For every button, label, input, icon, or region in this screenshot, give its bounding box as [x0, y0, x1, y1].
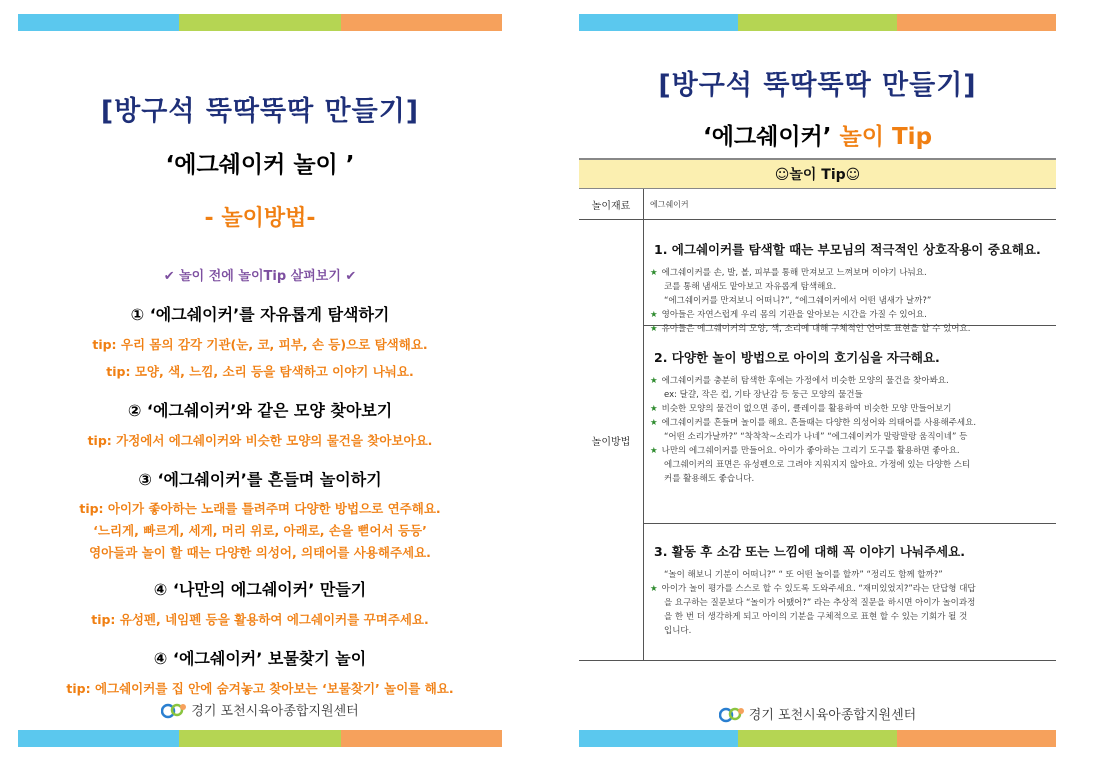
- tip-block-heading: 2. 다양한 놀이 방법으로 아이의 호기심을 자극해요.: [654, 350, 940, 365]
- star-icon: ★: [650, 446, 658, 456]
- material-label: 놀이재료: [579, 189, 644, 220]
- section-1: [18, 302, 502, 380]
- tip-line-text: 비슷한 모양의 물건이 없으면 종이, 클레이를 활용하여 비슷한 모양 만들어보기: [661, 404, 952, 414]
- tip-line: [650, 402, 1050, 416]
- table-header: ☺놀이 Tip☺: [579, 159, 1056, 189]
- tip-line-text: “에그쉐이커를 만져보니 어떠니?”, “에그쉐이커에서 어떤 냄새가 날까?”: [664, 296, 932, 306]
- center-logo-icon: [719, 705, 745, 723]
- tip-line: tip: 가정에서 에그쉐이커와 비슷한 모양의 물건을 찾아보아요.: [87, 433, 433, 448]
- tip-block-3: [644, 524, 1056, 660]
- tip-line-text: 을 한 번 더 생각하게 되고 아이의 기분을 구체적으로 표현 할 수 있는 기회가 될 것: [664, 612, 968, 622]
- tip-line: [650, 582, 1050, 596]
- section-heading: ① ‘에그쉐이커’를 자유롭게 탐색하기: [130, 305, 390, 324]
- tip-line: [650, 430, 1050, 444]
- section-2: [18, 398, 502, 449]
- page-subtitle: ‘에그쉐이커 놀이 ’: [165, 152, 355, 178]
- tip-line: [650, 374, 1050, 388]
- tip-line: [650, 294, 1050, 308]
- tip-line: [650, 388, 1050, 402]
- material-value: 에그쉐이커: [644, 189, 1057, 220]
- section-heading: ② ‘에그쉐이커’와 같은 모양 찾아보기: [127, 401, 393, 420]
- subtitle-accent: 놀이 Tip: [839, 124, 933, 150]
- tip-line-text: 에그쉐이커를 흔들며 놀이를 해요. 흔들때는 다양한 의성어와 의태어를 사용해주세요.: [661, 418, 977, 428]
- star-icon: ★: [650, 324, 658, 334]
- page-title: [방구석 뚝딱뚝딱 만들기]: [100, 96, 420, 127]
- tip-line: [650, 610, 1050, 624]
- tip-line-text: 에그쉐이커를 충분히 탐색한 후에는 가정에서 비슷한 모양의 물건을 찾아봐요.: [661, 376, 949, 386]
- section-5: [18, 646, 502, 697]
- tip-block-1: [644, 220, 1056, 334]
- tip-line: tip: 유성펜, 네임펜 등을 활용하여 에그쉐이커를 꾸며주세요.: [91, 612, 429, 627]
- bottom-color-stripe: [579, 730, 1056, 747]
- method-row: [579, 220, 1056, 661]
- center-logo: [579, 704, 1056, 723]
- star-icon: ★: [650, 310, 658, 320]
- tip-line-text: 아이가 놀이 평가를 스스로 할 수 있도록 도와주세요. “재미있었지?”라는 단답형 대답: [661, 584, 976, 594]
- tip-line-text: 커를 활용해도 좋습니다.: [664, 474, 755, 484]
- section-heading: ③ ‘에그쉐이커’를 흔들며 놀이하기: [138, 470, 382, 489]
- tip-line-text: 유아들은 에그쉐이커의 모양, 색, 소리에 대해 구체적인 언어로 표현을 할 수 있어요.: [661, 324, 971, 334]
- star-icon: ★: [650, 268, 658, 278]
- top-color-stripe: [18, 14, 502, 31]
- tip-line: [650, 266, 1050, 280]
- tip-line-text: ex: 달걀, 작은 컵, 기타 장난감 등 둥근 모양의 물건들: [664, 390, 863, 400]
- tip-line: tip: 에그쉐이커를 집 안에 숨겨놓고 찾아보는 ‘보물찾기’ 놀이를 해요.: [66, 681, 454, 696]
- center-logo-icon: [161, 701, 187, 719]
- tip-block-heading: 3. 활동 후 소감 또는 느낌에 대해 꼭 이야기 나눠주세요.: [654, 544, 965, 559]
- tip-line-text: 입니다.: [664, 626, 692, 636]
- check-tip-line: ✔ 놀이 전에 놀이Tip 살펴보기 ✔: [163, 269, 357, 284]
- tip-line: [650, 280, 1050, 294]
- tip-line-text: 에그쉐이커의 표면은 유성펜으로 그려야 지워지지 않아요. 가정에 있는 다양한 스티: [664, 460, 971, 470]
- method-label: 놀이방법: [579, 220, 644, 661]
- left-page: [18, 14, 502, 747]
- tip-line: [650, 458, 1050, 472]
- tip-line-text: 을 요구하는 질문보다 “놀이가 어땠어?” 라는 추상적 질문을 하시면 아이가 놀이과정: [664, 598, 976, 608]
- top-color-stripe: [579, 14, 1056, 31]
- tip-line: 영아들과 놀이 할 때는 다양한 의성어, 의태어를 사용해주세요.: [89, 545, 431, 560]
- method-heading: - 놀이방법-: [204, 206, 316, 231]
- center-logo: [18, 700, 502, 719]
- right-page: [579, 14, 1056, 747]
- center-name: 경기 포천시육아종합지원센터: [191, 704, 359, 719]
- tip-line: [650, 308, 1050, 322]
- tip-block-heading: 1. 에그쉐이커를 탐색할 때는 부모님의 적극적인 상호작용이 중요해요.: [654, 242, 1041, 257]
- tip-line: [650, 416, 1050, 430]
- subtitle-main: ‘에그쉐이커’: [702, 124, 832, 150]
- tip-line-text: 영아들은 자연스럽게 우리 몸의 기관을 알아보는 시간을 가질 수 있어요.: [661, 310, 927, 320]
- center-name: 경기 포천시육아종합지원센터: [748, 708, 917, 723]
- tip-line: tip: 모양, 색, 느낌, 소리 등을 탐색하고 이야기 나눠요.: [106, 364, 414, 379]
- star-icon: ★: [650, 418, 658, 428]
- section-3: [18, 467, 502, 561]
- star-icon: ★: [650, 584, 658, 594]
- page-title: [방구석 뚝딱뚝딱 만들기]: [658, 70, 977, 101]
- table-header-row: [579, 159, 1056, 189]
- method-content: [644, 220, 1057, 661]
- section-heading: ④ ‘나만의 에그쉐이커’ 만들기: [153, 580, 367, 599]
- material-row: [579, 189, 1056, 220]
- tip-line: [650, 444, 1050, 458]
- section-heading: ④ ‘에그쉐이커’ 보물찾기 놀이: [153, 649, 367, 668]
- tip-line-text: 에그쉐이커를 손, 발, 볼, 피부를 통해 만져보고 느껴보며 이야기 나눠요.: [661, 268, 927, 278]
- tip-line: tip: 아이가 좋아하는 노래를 틀려주며 다양한 방법으로 연주해요.: [79, 501, 441, 516]
- tip-line: [650, 472, 1050, 486]
- star-icon: ★: [650, 404, 658, 414]
- tip-table: [579, 158, 1056, 661]
- tip-line: [650, 596, 1050, 610]
- bottom-color-stripe: [18, 730, 502, 747]
- page-subtitle: [579, 118, 1056, 151]
- tip-line-text: “어떤 소리가날까?” “착착착~소리가 나네” “에그쉐이커가 말랑말랑 움직이네” 등: [664, 432, 968, 442]
- tip-line: [650, 624, 1050, 638]
- tip-line-text: “놀이 해보니 기분이 어떠니?” “ 또 어떤 놀이를 할까” “정리도 함께 할까?”: [664, 570, 943, 580]
- tip-line-text: 나만의 에그쉐이커를 만들어요. 아이가 좋아하는 그리기 도구를 활용하면 좋아요.: [661, 446, 960, 456]
- tip-line-text: 코를 통해 냄새도 맡아보고 자유롭게 탐색해요.: [664, 282, 837, 292]
- tip-line: tip: 우리 몸의 감각 기관(눈, 코, 피부, 손 등)으로 탐색해요.: [92, 337, 428, 352]
- tip-line: ‘느리게, 빠르게, 세게, 머리 위로, 아래로, 손을 뻗어서 등등’: [93, 523, 427, 538]
- section-4: [18, 577, 502, 628]
- tip-block-2: [644, 326, 1056, 524]
- star-icon: ★: [650, 376, 658, 386]
- tip-line: [650, 568, 1050, 582]
